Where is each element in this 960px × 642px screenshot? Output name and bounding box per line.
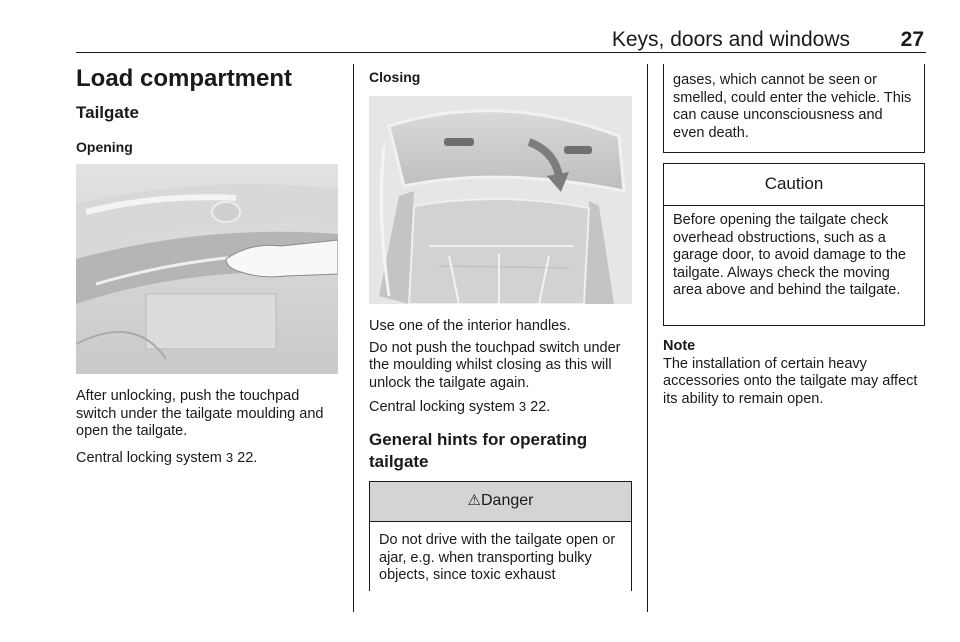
danger-box [369, 481, 632, 591]
danger-text: Do not drive with the tailgate open or ajar, e.g. when transporting bulky objects, since toxic exhaust [379, 532, 616, 583]
hints-heading: General hints for operating tailgate [369, 429, 588, 471]
reference-text: Central locking system [369, 399, 515, 415]
opening-paragraph: After unlocking, push the touchpad switch under the tailgate moulding and open the tailgate. [76, 388, 324, 439]
column-2-lower [369, 318, 632, 473]
reference-text: Central locking system [76, 449, 222, 466]
column-2 [369, 64, 632, 86]
section-title: Load compartment [76, 65, 293, 92]
danger-continued-text: gases, which cannot be seen or smelled, could enter the vehicle. This can cause unconsciousness and even death. [673, 72, 912, 141]
reference-line [369, 398, 632, 417]
tailgate-closing-illustration [369, 96, 632, 304]
chapter-title: Keys, doors and windows [611, 28, 850, 51]
note-text: The installation of certain heavy accessories onto the tailgate may affect its ability to remain open. [663, 355, 918, 407]
header-bar [76, 28, 926, 52]
opening-heading: Opening [76, 139, 133, 155]
reference-page[interactable]: 22. [237, 449, 258, 466]
danger-label: Danger [480, 492, 534, 509]
column-1-lower [76, 388, 338, 467]
reference-symbol: 3 [225, 449, 234, 465]
subsection-title: Tailgate [76, 103, 139, 122]
note-block [663, 338, 925, 408]
caution-box [663, 163, 925, 326]
danger-box-continued [663, 64, 925, 153]
closing-paragraph-1: Use one of the interior handles. [369, 318, 571, 334]
reference-symbol: 3 [518, 399, 527, 414]
closing-paragraph-2: Do not push the touchpad switch under the moulding whilst closing as this will unlock the tailgate again. [369, 339, 621, 391]
column-1 [76, 64, 338, 156]
reference-line [76, 449, 338, 468]
tailgate-opening-illustration [76, 164, 338, 374]
note-label: Note [663, 338, 696, 354]
page-number: 27 [900, 28, 924, 51]
closing-heading: Closing [369, 69, 421, 85]
warning-triangle-icon: ⚠ [467, 492, 481, 509]
caution-text: Before opening the tailgate check overhead obstructions, such as a garage door, to avoid damage to the tailgate. Always check the moving area above and behind the tailgate. [673, 212, 906, 298]
reference-page[interactable]: 22. [530, 399, 551, 415]
caution-header: Caution [664, 164, 924, 206]
header-rule [76, 52, 926, 53]
danger-header [370, 482, 631, 522]
column-divider-1 [353, 64, 354, 612]
column-divider-2 [647, 64, 648, 612]
